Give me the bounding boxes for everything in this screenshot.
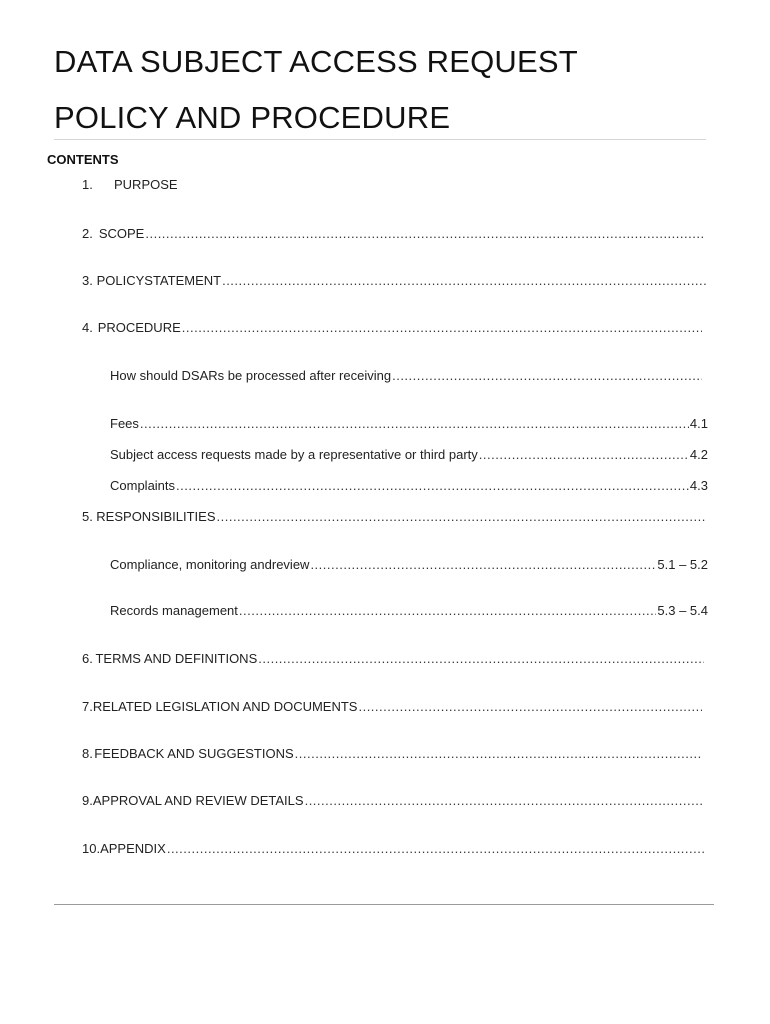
toc-dot-leader <box>222 273 706 289</box>
document-title-line-2: POLICY AND PROCEDURE <box>54 100 451 135</box>
toc-entry-related-legislation <box>82 699 702 715</box>
toc-page-ref: 4.1 <box>689 416 708 431</box>
toc-entry-appendix <box>82 841 704 857</box>
toc-entry-label: PROCEDURE <box>97 320 181 335</box>
toc-entry-label: Fees <box>110 416 139 431</box>
toc-entry-label: Records management <box>110 603 238 618</box>
document-title-line-1: DATA SUBJECT ACCESS REQUEST <box>54 44 578 79</box>
toc-entry-label: PURPOSE <box>114 177 178 192</box>
toc-dot-leader <box>239 603 656 619</box>
toc-subentry-third-party-requests <box>110 447 708 463</box>
toc-entry-number: 10. <box>82 841 101 856</box>
toc-entry-number: 1. <box>82 177 93 192</box>
toc-dot-leader <box>167 841 704 857</box>
toc-entry-label: TERMS AND DEFINITIONS <box>95 651 258 666</box>
toc-entry-label: Subject access requests made by a representative or third party <box>110 447 478 462</box>
toc-entry-number: 2. <box>82 226 93 241</box>
toc-entry-label: RELATED LEGISLATION AND DOCUMENTS <box>92 699 358 714</box>
toc-dot-leader <box>392 368 702 384</box>
toc-entry-number: 5. <box>82 509 93 524</box>
toc-dot-leader <box>479 447 689 463</box>
toc-dot-leader <box>358 699 702 715</box>
toc-subentry-records-management <box>110 603 708 619</box>
toc-dot-leader <box>295 746 702 762</box>
toc-entry-number: 6. <box>82 651 93 666</box>
toc-dot-leader <box>305 793 702 809</box>
toc-entry-label: How should DSARs be processed after receiving <box>110 368 392 383</box>
toc-subentry-compliance <box>110 557 708 573</box>
toc-entry-label: FEEDBACK AND SUGGESTIONS <box>94 746 294 761</box>
toc-page-ref: 5.1 – 5.2 <box>657 557 708 572</box>
toc-entry-label: Complaints <box>110 478 176 493</box>
toc-entry-label: POLICYSTATEMENT <box>96 273 222 288</box>
toc-entry-number: 8. <box>82 746 93 761</box>
toc-entry-label: APPROVAL AND REVIEW DETAILS <box>92 793 304 808</box>
toc-dot-leader <box>140 416 689 432</box>
toc-page-ref: 4.3 <box>689 478 708 493</box>
toc-entry-label: RESPONSIBILITIES <box>96 509 216 524</box>
toc-entry-scope <box>82 226 704 242</box>
toc-entry-label: Compliance, monitoring andreview <box>110 557 310 572</box>
toc-entry-label: APPENDIX <box>100 841 166 856</box>
toc-entry-number: 9. <box>82 793 93 808</box>
toc-entry-responsibilities <box>82 509 706 525</box>
toc-entry-purpose <box>82 177 178 193</box>
toc-dot-leader <box>310 557 656 573</box>
toc-entry-label: SCOPE <box>98 226 145 241</box>
contents-heading: CONTENTS <box>47 152 119 167</box>
toc-entry-procedure <box>82 320 702 336</box>
toc-entry-terms-definitions <box>82 651 704 667</box>
toc-entry-number: 3. <box>82 273 93 288</box>
toc-entry-policy-statement <box>82 273 706 289</box>
toc-dot-leader <box>145 226 704 242</box>
toc-entry-feedback <box>82 746 702 762</box>
toc-dot-leader <box>182 320 702 336</box>
toc-entry-approval-review <box>82 793 702 809</box>
toc-page-ref: 4.2 <box>689 447 708 462</box>
footer-divider <box>54 904 714 905</box>
toc-dot-leader <box>258 651 704 667</box>
toc-dot-leader <box>176 478 689 494</box>
toc-entry-number: 7. <box>82 699 93 714</box>
toc-subentry-fees <box>110 416 708 432</box>
title-divider <box>54 139 706 140</box>
toc-entry-number: 4. <box>82 320 93 335</box>
toc-dot-leader <box>217 509 707 525</box>
toc-page-ref: 5.3 – 5.4 <box>657 603 708 618</box>
toc-subentry-complaints <box>110 478 708 494</box>
toc-subentry-dsar-processing <box>110 368 702 384</box>
